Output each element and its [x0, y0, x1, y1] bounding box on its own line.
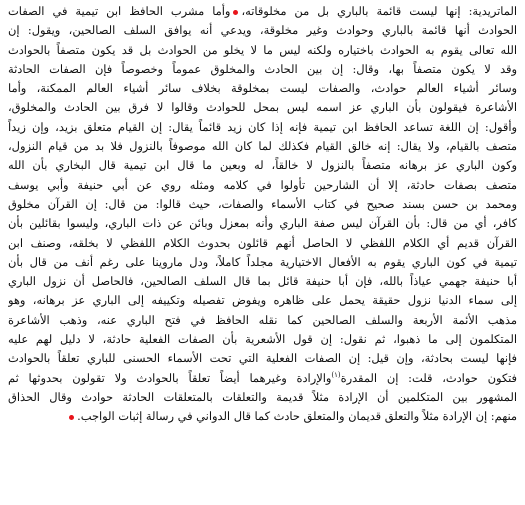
line-text: الحوادث أنها قائمة بالباري وحوادث وغير مخلوقة، ويدعي أنه يوافق السلف الصالحين، ويقول: إن — [8, 23, 517, 38]
text-line-8 — [8, 137, 517, 156]
line-text: مذهب الأئمة الأربعة والسلف الصالحين كما نقله الحافظ في فتح الباري عنه، وذهب الأشاعرة — [8, 312, 517, 327]
text-line-20 — [8, 369, 517, 388]
line-text: القرآن قديم أي الكلام اللفظي لا الحاصل أنهم قائلون بحدوث الكلام اللفظي لا بخلقه، وصنف ابن — [8, 235, 517, 250]
text-line-21 — [8, 388, 517, 407]
text-line-12 — [8, 214, 517, 233]
line-text-after: والإرادة وغيرهما أيضاً تعلقاً بالحوادث ولا تقولون بحدوثها ثم — [8, 370, 332, 385]
text-line-7 — [8, 118, 517, 137]
line-text: فإنها ليست بحادثة، وإن قيل: إن الصفات الفعلية التي تحت الأسماء الحسنى للباري تعلقاً بالحوادث — [8, 351, 517, 366]
line-text: أبا حنيفة جهمي عياذاً بالله، فإن أبا حنيفة قائل بما قال السلف الصالحين، فالحاصل أن نزول الباري — [8, 274, 517, 289]
red-dot-icon — [69, 415, 74, 420]
text-line-5 — [8, 79, 517, 98]
line-text: الله تعالى يقوم به الحوادث باختياره ولكنه ليس ما لا يخلو من الحوادث بل قد يكون متصفاً بالحوادث — [8, 42, 517, 57]
text-line-15 — [8, 272, 517, 291]
line-text-before: منهم: إن الإرادة مثلاً والتعلق قديمان والمتعلق حادث كما قال الدواني في رسالة إثبات الواجب. — [77, 409, 517, 424]
line-text: إلى سماء الدنيا نزول حقيقة يحمل على ظاهره ويفوض تفصيله وتكييفه إلى الباري عز برهانه، وهو — [8, 293, 517, 308]
line-text: كافر، أي من قال: بأن القرآن ليس صفة الباري وأنه بمعزل وبائن عن ذات الباري، وليسوا بقائلين بأن — [8, 216, 517, 231]
text-line-2 — [8, 21, 517, 40]
text-line-16 — [8, 291, 517, 310]
line-text: المتكلمون إلى ما ذهبوا، ثم نقول: إن قول الأشعرية بأن الصفات الفعلية حادثة، لا دليل لهم عليه — [8, 332, 517, 347]
line-text: ومحمد بن حسن بسند صحيح في كتاب الأسماء والصفات، حيث قالوا: من قال: إن القرآن مخلوق — [8, 196, 517, 211]
text-line-10 — [8, 176, 517, 195]
text-line-1 — [8, 2, 517, 21]
text-line-11 — [8, 195, 517, 214]
text-line-3 — [8, 41, 517, 60]
text-line-9 — [8, 156, 517, 175]
line-text: وأقول: إن اللغة تساعد الحافظ ابن تيمية فإنه إذا كان زيد قائماً يقال: إن القيام متعلق بزيد، وإن زيداً — [8, 119, 517, 134]
text-line-22 — [8, 407, 517, 426]
text-line-18 — [8, 330, 517, 349]
line-text: وقد لا يكون متصفاً بها، وقال: إن بين الحادث والمخلوق عموماً وخصوصاً فإن الصفات الحادثة — [8, 61, 517, 76]
text-line-17 — [8, 311, 517, 330]
line-text: وسائر أشياء العالم حوادث، والصفات ليست بمخلوقة بخلاف سائر أشياء العالم الممكنة، وأما — [8, 81, 517, 96]
text-line-13 — [8, 234, 517, 253]
line-text: تيمية في كون الباري يقوم به الأفعال الاختيارية مجلداً كاملاً، ودل ماروينا على رغم أنف من قال بأن — [8, 254, 517, 269]
footnote-marker[interactable]: (١) — [331, 370, 341, 379]
text-line-6 — [8, 98, 517, 117]
line-text: متصف بالقيام، ولا يقال: إنه خالق القيام فكذلك لما كان الله موصوفاً بالنزول فلا بد من قيام النزول، — [8, 139, 517, 154]
text-line-19 — [8, 349, 517, 368]
text-line-4 — [8, 60, 517, 79]
text-line-14 — [8, 253, 517, 272]
line-text: الأشاعرة فيقولون بأن الباري عز اسمه ليس بمحل للحوادث وقالوا لا فرق بين الحادث والمخلوق، — [8, 100, 517, 115]
line-text: المشهور بين المتكلمين أن الإرادة مثلاً قديمة والتعلقات بالمتعلقات الحادثة حوادث وقال الحذاق — [8, 389, 517, 404]
line-text: وكون الباري عز برهانه متصفاً بالنزول لا خالقاً، له وبعين ما قال ابن تيمية قال البخاري بأن الله — [8, 158, 517, 173]
line-text: متصف بصفات حادثة، إلا أن الشارحين تأولوا في كلامه ومثله روي عن أبي حنيفة وأبي يوسف — [8, 177, 517, 192]
line-text-before: فتكون حوادث، قلت: إن المقدرة — [340, 370, 517, 385]
red-dot-icon — [233, 10, 238, 15]
line-text-before: الماتريدية: إنها ليست قائمة بالباري بل من مخلوقاته، — [241, 4, 517, 18]
line-text-after: وأما مشرب الحافظ ابن تيمية في الصفات — [8, 4, 231, 18]
